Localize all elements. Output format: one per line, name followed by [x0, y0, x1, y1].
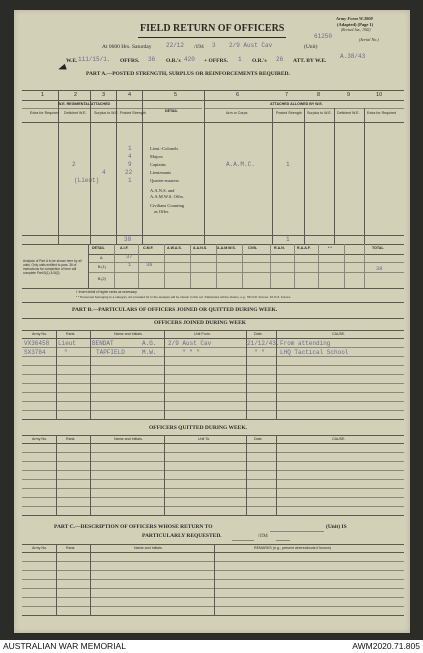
- joined-col: Rank.: [66, 332, 76, 336]
- grid-line: [88, 244, 89, 288]
- serial-no-label: (Serial No.): [359, 37, 379, 42]
- col-number: 4: [128, 92, 132, 98]
- subhead-right: Surplus to W.E.: [307, 111, 332, 115]
- quitted-col: Army No.: [32, 437, 47, 441]
- grid-line: [276, 435, 277, 515]
- cross-head: DETAIL: [92, 246, 105, 250]
- joined-initials: M.W.: [142, 349, 157, 356]
- cross-head: TOTAL: [372, 246, 384, 250]
- col-number: 1: [41, 92, 45, 98]
- grid-line: [204, 90, 205, 244]
- cross-total-value: 38: [376, 265, 383, 272]
- grid-line: [270, 244, 271, 288]
- grid-line: [190, 244, 191, 288]
- quitted-bottom-rule: [22, 515, 404, 516]
- grid-line: [318, 244, 319, 288]
- form-ref-2: (Adapted) (Page 1): [337, 22, 374, 27]
- plus-ors-label: O.R.'s: [252, 58, 267, 64]
- cross-aif-value: 37: [126, 253, 133, 260]
- cross-row-label: B.(2): [98, 277, 106, 281]
- col-number: 9: [347, 92, 351, 98]
- part-c-row-rule: [22, 597, 404, 598]
- col4-value: 4: [128, 153, 132, 160]
- rank-label: A.A.M.W.S. Offrs.: [150, 194, 185, 199]
- grid-line: [90, 544, 91, 615]
- detail-heading: DETAIL: [165, 109, 178, 113]
- total-right: 1: [286, 236, 290, 243]
- att-label: ATT. BY W.E.: [293, 58, 327, 64]
- subhead-left: Surplus to W.E.: [94, 111, 119, 115]
- quitted-row-rule: [22, 506, 404, 507]
- subhead-left: Deficient W.E.: [64, 111, 87, 115]
- grid-line: [334, 108, 335, 244]
- footer-credit: AUSTRALIAN WAR MEMORIAL: [3, 641, 126, 651]
- cross-bottom-rule: [22, 288, 404, 289]
- grid-line: [246, 435, 247, 515]
- plus-offrs-label: + OFFRS.: [204, 58, 228, 64]
- cross-head-rule: [88, 254, 404, 255]
- rank-label: Majors: [150, 154, 163, 159]
- quitted-row-rule: [22, 488, 404, 489]
- cross-note: Analysis of Part A to be shown here by all units. Only units entitled to pars. 36 of instructions for completion of form will complete Part B(1) & B(2).: [23, 259, 82, 275]
- joined-col: Date.: [254, 332, 263, 336]
- rank-label: Quarter-masters: [150, 178, 179, 183]
- joined-title: OFFICERS JOINED DURING WEEK: [154, 320, 247, 326]
- ors-typed: 420: [184, 56, 195, 63]
- date-typed: 22/12: [166, 42, 185, 49]
- rank-label: Lieut.-Colonels: [150, 146, 179, 151]
- quitted-head-top: [22, 435, 404, 436]
- joined-bottom-rule: [22, 419, 404, 420]
- joined-date: " ": [254, 349, 265, 356]
- rank-label: Captains: [150, 162, 166, 167]
- year-typed: 3: [212, 42, 216, 49]
- joined-col: Unit From.: [194, 332, 211, 336]
- joined-unit: 2/9 Aust Cav: [168, 340, 212, 347]
- title-underline: [138, 37, 286, 38]
- col2-value: 2: [72, 161, 76, 168]
- quitted-row-rule: [22, 479, 404, 480]
- grid-line: [214, 544, 215, 615]
- subhead-right: Extra for Required: [367, 111, 397, 115]
- part-c-col: REMARKS (e.g., present whereabouts if known): [254, 546, 331, 550]
- joined-row-rule: [22, 374, 404, 375]
- totals-bottom-rule: [22, 244, 404, 245]
- plus-offrs-typed: 1: [238, 56, 242, 63]
- rank-label: Lieutenants: [150, 170, 171, 175]
- subhead-rule: [22, 122, 404, 123]
- quitted-row-rule: [22, 497, 404, 498]
- grid-line: [138, 244, 139, 288]
- part-c-col: Rank.: [66, 546, 76, 550]
- unit-label: (Unit): [304, 44, 318, 50]
- grid-line: [90, 435, 91, 515]
- we-label: W.E.: [66, 58, 78, 64]
- part-c-year: /194: [258, 533, 268, 539]
- offrs-typed: 36: [148, 56, 156, 63]
- part-c-year-line: [276, 540, 290, 541]
- joined-unit: " " ": [182, 349, 201, 356]
- plus-ors-typed: 26: [276, 56, 284, 63]
- col4-value: 1: [128, 145, 132, 152]
- col-number: 8: [317, 92, 321, 98]
- cross-head: A.I.F.: [120, 246, 129, 250]
- part-b-title: PART B.—PARTICULARS OF OFFICERS JOINED OR QUITTED DURING WEEK.: [72, 307, 278, 313]
- grid-line: [164, 330, 165, 419]
- part-c-bottom-rule: [22, 615, 404, 616]
- col-number: 7: [285, 92, 289, 98]
- part-c-col: Name and Initials.: [134, 546, 163, 550]
- col4-value: 1: [128, 177, 132, 184]
- part-c-head-bottom: [22, 552, 404, 553]
- grid-line: [90, 90, 91, 244]
- rank-label: as Offrs.: [154, 209, 170, 214]
- joined-rank: ": [64, 349, 68, 356]
- form-ref-1: Army Form W.3008: [336, 16, 373, 21]
- arrow-icon: [57, 64, 67, 72]
- subhead-left: Posted Strength: [120, 111, 146, 115]
- part-c-row-rule: [22, 588, 404, 589]
- col3-note: (Lieut): [74, 177, 100, 184]
- cross-cmf-value: 38: [146, 261, 153, 268]
- we-typed: 111/15/1.: [78, 56, 111, 63]
- grid-line: [56, 544, 57, 615]
- cross-head: A.A.M.W.S.: [217, 246, 236, 250]
- cross-head: * *: [328, 246, 332, 250]
- joined-initials: A.G.: [142, 340, 157, 347]
- grid-line: [164, 244, 165, 288]
- part-b-rule: [22, 318, 404, 319]
- part-c-head-top: [22, 544, 404, 545]
- grid-line: [114, 244, 115, 288]
- part-c-col: Army No.: [32, 546, 47, 550]
- grid-line: [164, 435, 165, 515]
- form-sheet: [14, 10, 410, 633]
- part-a-number-rule: [22, 100, 404, 101]
- arm-corps-value: A.A.M.C.: [226, 161, 255, 168]
- part-a-title: PART A.—POSTED STRENGTH, SURPLUS OR REINFORCEMENTS REQUIRED.: [86, 71, 290, 77]
- joined-date: 21/12/43.: [247, 340, 280, 347]
- grid-line: [294, 244, 295, 288]
- unit-typed: 2/9 Aust Cav: [229, 42, 273, 49]
- cross-head: C.M.F.: [143, 246, 154, 250]
- part-a-end-rule: [22, 302, 404, 303]
- part-c-unit-is: (Unit) IS: [326, 524, 347, 530]
- cross-row-label: B.(1): [98, 265, 106, 269]
- ors-label: O.R.'s: [166, 58, 181, 64]
- form-ref-3: (Revised Jan., 1942): [341, 28, 371, 32]
- joined-name: BENDAT: [92, 340, 114, 347]
- quitted-row-rule: [22, 470, 404, 471]
- form-title: FIELD RETURN OF OFFICERS: [140, 23, 285, 34]
- cross-head: A.A.N.S.: [193, 246, 208, 250]
- grid-line: [344, 244, 345, 288]
- offrs-label: OFFRS.: [120, 58, 140, 64]
- subhead-right: Posted Strength: [276, 111, 302, 115]
- serial-typed: 61250: [314, 33, 333, 40]
- col-number: 2: [74, 92, 78, 98]
- part-c-requested: PARTICULARLY REQUESTED.: [142, 533, 222, 539]
- quitted-row-rule: [22, 452, 404, 453]
- cross-head: A.W.A.S.: [167, 246, 182, 250]
- total-left: 38: [124, 236, 132, 243]
- year-prefix: /194: [194, 44, 204, 50]
- grid-line: [364, 244, 365, 288]
- joined-rank: Lieut: [58, 340, 77, 347]
- joined-row-rule: [22, 347, 404, 348]
- grid-line: [364, 108, 365, 244]
- joined-row-rule: [22, 410, 404, 411]
- joined-col: CAUSE.: [332, 332, 346, 336]
- joined-cause: LHQ Tactical School: [280, 349, 349, 356]
- col-number: 6: [236, 92, 240, 98]
- joined-name: TAPFIELD: [96, 349, 125, 356]
- grid-line: [242, 244, 243, 288]
- footnote: † Insert detail of higher ranks as necessary.: [76, 290, 138, 294]
- joined-row-rule: [22, 365, 404, 366]
- quitted-col: Date.: [254, 437, 263, 441]
- joined-row-rule: [22, 356, 404, 357]
- attached-heading: ATTACHED ALLOWED BY W.E.: [270, 102, 323, 106]
- cross-row-rule: [88, 262, 404, 263]
- grid-line: [304, 108, 305, 244]
- rank-label: A.A.N.S. and: [150, 188, 175, 193]
- joined-head-top: [22, 330, 404, 331]
- part-c-row-rule: [22, 606, 404, 607]
- part-c-row-rule: [22, 561, 404, 562]
- cross-head: R.A.A.F.: [297, 246, 311, 250]
- part-c-unit-line: [270, 531, 324, 532]
- quitted-col: CAUSE.: [332, 437, 346, 441]
- cross-row-label: A.: [100, 256, 104, 260]
- subhead-right: Arm or Corps: [226, 111, 248, 115]
- footnote: * * Personnel belonging to a category not provided for in the analysis will be shown in this col. Particulars will be shown, e.g., 56 O.R. Forces: 10 N.Z. Forces.: [76, 295, 292, 299]
- quitted-col: Name and Initials.: [114, 437, 143, 441]
- subhead-left: Extra for Required: [30, 111, 60, 115]
- col-number: 10: [376, 92, 383, 98]
- joined-cause: From attending: [280, 340, 331, 347]
- grid-line: [216, 244, 217, 288]
- cross-row-rule: [88, 272, 404, 273]
- cross-head: CIVIL: [248, 246, 258, 250]
- joined-head-bottom: [22, 338, 404, 339]
- footer-accession: AWM2020.71.805: [352, 641, 420, 651]
- part-c-row-rule: [22, 579, 404, 580]
- grid-line: [56, 435, 57, 515]
- joined-army-no: SX3784: [24, 349, 46, 356]
- quitted-row-rule: [22, 461, 404, 462]
- cross-head: R.A.N.: [274, 246, 285, 250]
- part-c-title: PART C.—DESCRIPTION OF OFFICERS WHOSE RETURN TO: [54, 524, 213, 530]
- posted-strength-value: 1: [286, 161, 290, 168]
- joined-col: Name and Initials.: [114, 332, 143, 336]
- joined-row-rule: [22, 401, 404, 402]
- rank-label: Civilians Counting: [150, 203, 185, 208]
- quitted-head-bottom: [22, 443, 404, 444]
- joined-row-rule: [22, 392, 404, 393]
- quitted-col: Rank.: [66, 437, 76, 441]
- part-a-top-rule: [22, 90, 404, 91]
- grid-line: [56, 330, 57, 419]
- subhead-right: Deficient W.E.: [337, 111, 360, 115]
- col3-value: 4: [102, 169, 106, 176]
- quitted-col: Unit To.: [198, 437, 211, 441]
- joined-army-no: VX36458: [24, 340, 50, 347]
- ranks-bottom-rule: [22, 235, 404, 236]
- grid-line: [272, 108, 273, 244]
- cross-aif-value: 1: [128, 261, 132, 268]
- col-number: 5: [174, 92, 178, 98]
- joined-row-rule: [22, 383, 404, 384]
- col4-value: 9: [128, 161, 132, 168]
- we-heading: W.E. REGIMENTAL ATTACHED: [58, 102, 111, 106]
- col-number: 3: [102, 92, 106, 98]
- joined-col: Army No.: [32, 332, 47, 336]
- grid-line: [90, 330, 91, 419]
- ref-typed: A.38/43: [340, 53, 366, 60]
- col4-value: 22: [125, 169, 133, 176]
- part-c-date-line: [232, 540, 254, 541]
- quitted-title: OFFICERS QUITTED DURING WEEK.: [149, 425, 247, 431]
- at-line: At 0600 Hrs. Saturday: [102, 44, 152, 50]
- part-c-row-rule: [22, 570, 404, 571]
